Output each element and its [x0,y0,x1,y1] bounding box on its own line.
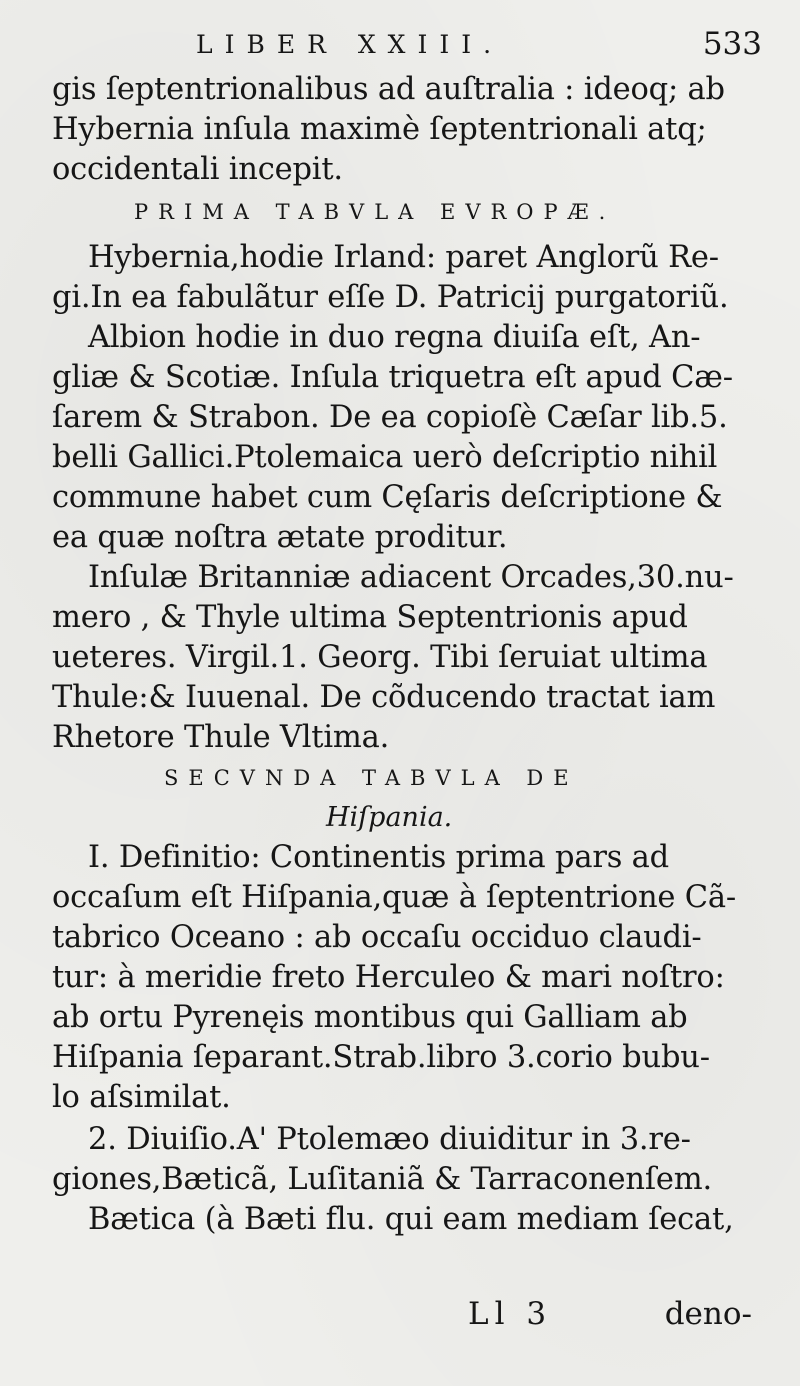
text-line: Rhetore Thule Vltima. [52,720,390,755]
text-line: Inſulæ Britanniæ adiacent Orcades,30.nu- [88,560,734,595]
text-line: Hiſpania ſeparant.Strab.libro 3.corio bubu- [52,1040,710,1075]
text-line: tabrico Oceano : ab occaſu occiduo claudi- [52,920,702,955]
text-line: tur: à meridie freto Herculeo & mari noſtro: [52,960,725,995]
text-line: Hybernia inſula maximè ſeptentrionali atq; [52,112,707,147]
section-heading-secunda-tabula: SECVNDA TABVLA DE [164,766,579,790]
section-subheading-hispania: Hiſpania. [326,802,453,833]
page-footer [0,1296,800,1336]
catchword: deno- [664,1296,752,1332]
page-number: 533 [702,26,762,62]
text-line: ſarem & Strabon. De ea copioſè Cæſar lib.5. [52,400,728,435]
text-line: belli Gallici.Ptolemaica uerò deſcriptio nihil [52,440,718,475]
text-line: ab ortu Pyrenęis montibus qui Galliam ab [52,1000,688,1035]
text-line: gis ſeptentrionalibus ad auſtralia : ideoq; ab [52,72,725,107]
text-line: commune habet cum Cęſaris deſcriptione & [52,480,723,515]
signature-mark: Ll 3 [468,1296,553,1332]
text-line: Bætica (à Bæti flu. qui eam mediam ſecat, [88,1202,734,1237]
text-line: mero , & Thyle ultima Septentrionis apud [52,600,688,635]
text-line: occidentali incepit. [52,152,343,187]
text-line: I. Definitio: Continentis prima pars ad [88,840,669,875]
section-heading-prima-tabula: PRIMA TABVLA EVROPÆ. [134,200,616,224]
page-header [0,26,800,66]
text-line: ea quæ noſtra ætate proditur. [52,520,508,555]
text-line: Thule:& Iuuenal. De cõducendo tractat iam [52,680,716,715]
text-line: occaſum eſt Hiſpania,quæ à ſeptentrione Cã- [52,880,736,915]
text-line: Hybernia,hodie Irland: paret Anglorũ Re- [88,240,719,275]
text-line: giones,Bæticã, Luſitaniã & Tarraconenſem. [52,1162,712,1197]
text-line: ueteres. Virgil.1. Georg. Tibi ſeruiat ultima [52,640,708,675]
running-title: LIBER XXIII. [196,30,504,59]
text-line: gliæ & Scotiæ. Inſula triquetra eſt apud Cæ- [52,360,733,395]
text-line: lo aſsimilat. [52,1080,231,1115]
text-line: Albion hodie in duo regna diuiſa eſt, An- [88,320,701,355]
text-line: gi.In ea fabulãtur eſſe D. Patricij purgatoriũ. [52,280,729,315]
text-line: 2. Diuiſio.A' Ptolemæo diuiditur in 3.re- [88,1122,691,1157]
